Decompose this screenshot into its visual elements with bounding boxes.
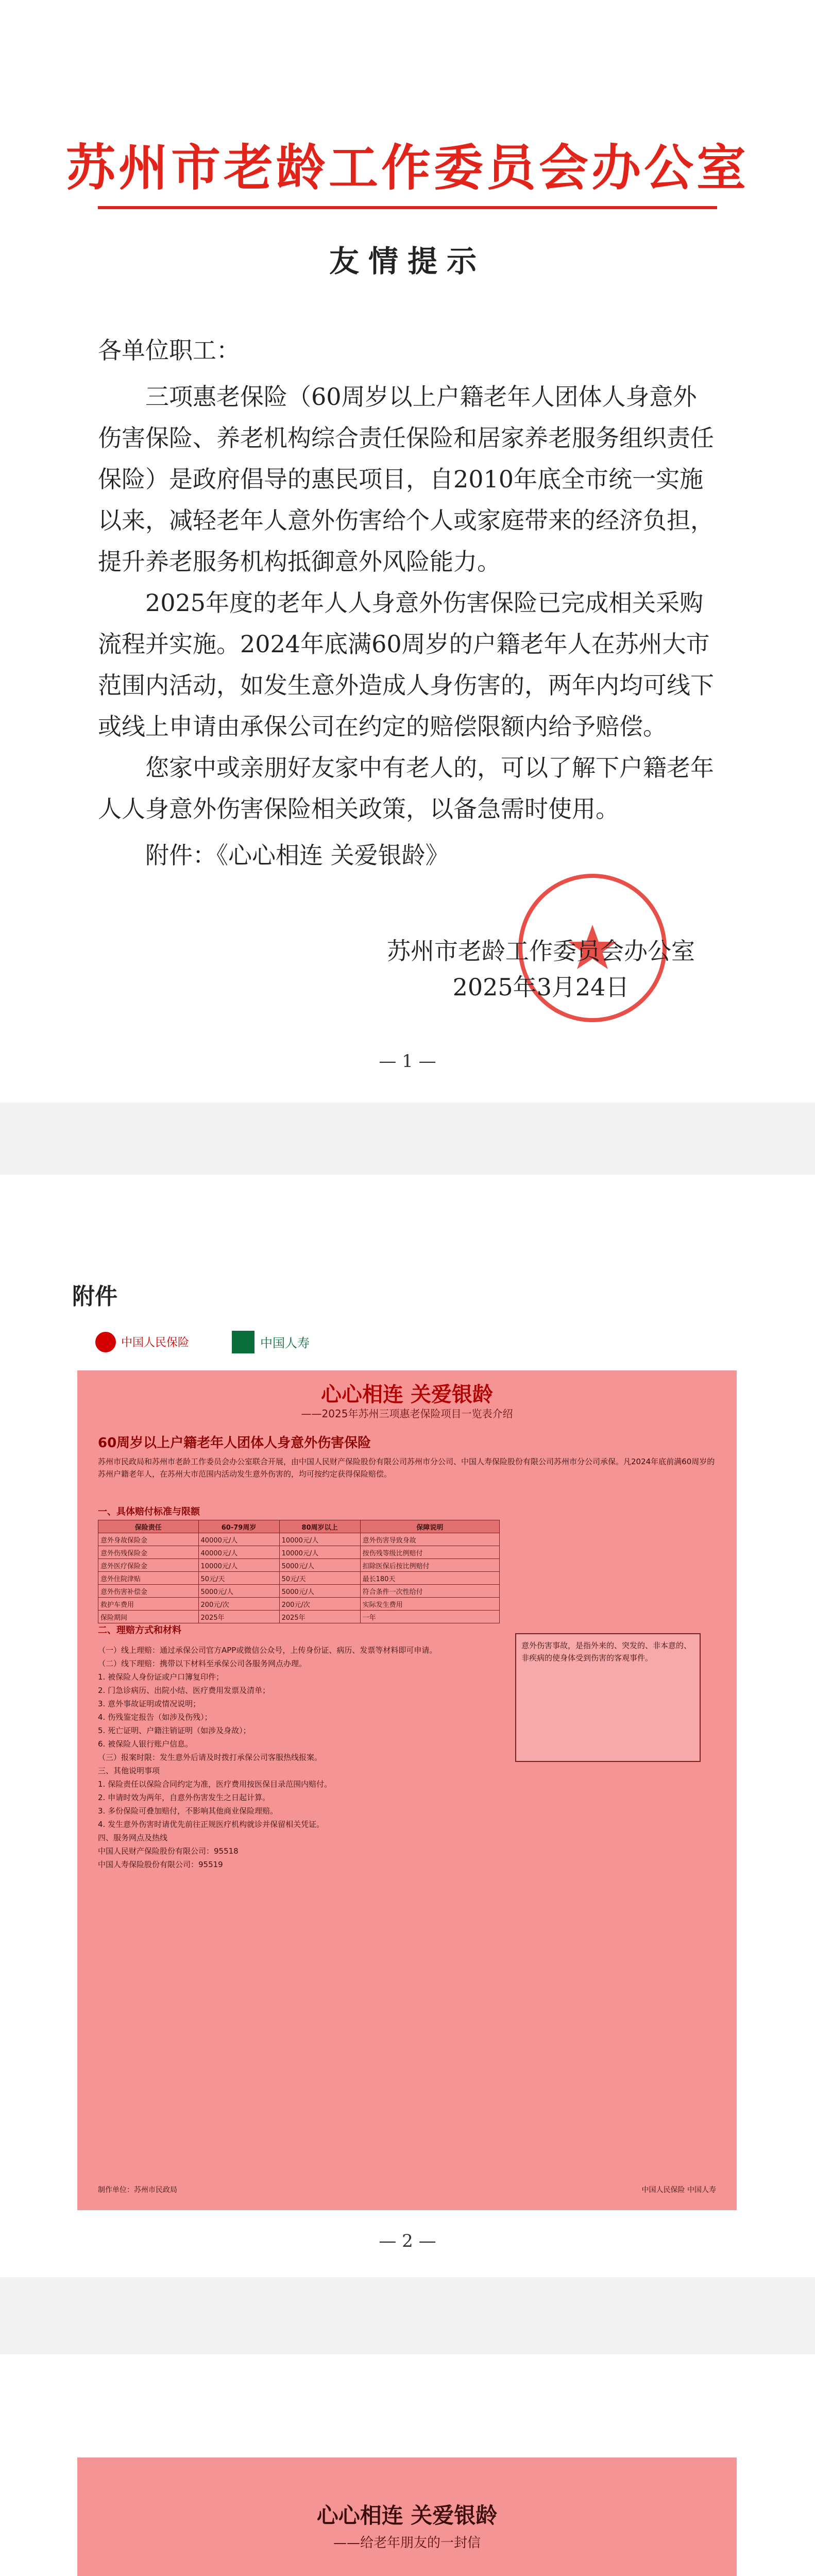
table-row: [98, 1598, 500, 1611]
table-cell: 意外医疗保险金: [98, 1559, 199, 1572]
picc-logo-text: 中国人民保险: [121, 1336, 190, 1349]
claims-line: 2. 门急诊病历、出院小结、医疗费用发票及清单；: [98, 1686, 270, 1695]
table-cell: 10000元/人: [198, 1559, 279, 1572]
claims-line: （三）报案时限：发生意外后请及时拨打承保公司客服热线报案。: [98, 1753, 322, 1762]
paragraph-3: 您家中或亲朋好友家中有老人的，可以了解下户籍老年人人身意外伤害保险相关政策，以备急需时使用。: [98, 754, 714, 823]
attachment-note: 附件：《心心相连 关爱银龄》: [145, 841, 449, 869]
page-number: — 1 —: [379, 1051, 436, 1072]
claims-line: 5. 死亡证明、户籍注销证明（如涉及身故）；: [98, 1726, 251, 1735]
definition-box: 意外伤害事故，是指外来的、突发的、非本意的、非疾病的使身体受到伤害的客观事件。: [515, 1633, 701, 1762]
china-life-logo-text: 中国人寿: [260, 1336, 310, 1350]
table-row: [98, 1572, 500, 1585]
table-cell: 救护车费用: [98, 1598, 199, 1611]
table-cell: 2025年: [198, 1611, 279, 1623]
table-cell: 40000元/人: [198, 1533, 279, 1546]
insurance-flyer: [77, 1314, 737, 2210]
table-cell: 10000元/人: [279, 1533, 360, 1546]
page-number: — 2 —: [379, 2231, 436, 2251]
table-cell: 扣除医保后按比例赔付: [360, 1559, 499, 1572]
table-cell: 5000元/人: [279, 1559, 360, 1572]
coverage-heading: 一、具体赔付标准与限额: [98, 1506, 200, 1517]
coverage-table: [98, 1520, 500, 1623]
signature-date: 2025年3月24日: [452, 973, 630, 1001]
flyer-intro: 苏州市民政局和苏州市老龄工作委员会办公室联合开展，由中国人民财产保险股份有限公司苏州市分公司、中国人寿保险股份有限公司苏州市分公司承保。凡2024年底前满60周岁的苏州户籍老年人，在苏州大市范围内活动发生意外伤害的，均可按约定获得保险赔偿。: [98, 1457, 715, 1479]
table-header: 保险责任: [98, 1520, 199, 1533]
table-cell: 意外身故保险金: [98, 1533, 199, 1546]
page-3: [0, 2354, 815, 2576]
footer-right: 中国人民保险 中国人寿: [641, 2186, 716, 2194]
table-cell: 50元/天: [198, 1572, 279, 1585]
china-life-logo: [232, 1327, 386, 1358]
table-cell: 最长180天: [360, 1572, 499, 1585]
claims-line: 6. 被保险人银行账户信息。: [98, 1739, 193, 1749]
flyer-section-title: 60周岁以上户籍老年人团体人身意外伤害保险: [98, 1435, 371, 1451]
flyer-footer: [98, 2184, 716, 2195]
claims-line: 1. 保险责任以保险合同约定为准，医疗费用按医保目录范围内赔付。: [98, 1780, 332, 1789]
claims-line: 三、其他说明事项: [98, 1766, 160, 1775]
table-cell: 5000元/人: [198, 1585, 279, 1598]
letter-subtitle: ——给老年朋友的一封信: [333, 2535, 481, 2551]
flyer-subtitle: ——2025年苏州三项惠老保险项目一览表介绍: [301, 1408, 513, 1420]
letter-title: 心心相连 关爱银龄: [316, 2503, 498, 2528]
claims-line: 中国人寿保险股份有限公司：95519: [98, 1860, 223, 1869]
flyer-logo-bar: [77, 1314, 737, 1370]
table-cell: 按伤残等级比例赔付: [360, 1546, 499, 1559]
claims-list: [98, 1643, 500, 1871]
paragraph-2: 2025年度的老年人人身意外伤害保险已完成相关采购流程并实施。2024年底满60周岁的户籍老年人在苏州大市范围内活动，如发生意外造成人身伤害的，两年内均可线下或线上申请由承保公司在约定的赔偿限额内给予赔偿。: [98, 589, 714, 740]
table-header: 60-79周岁: [198, 1520, 279, 1533]
table-cell: 意外伤害导致身故: [360, 1533, 499, 1546]
table-row: [98, 1559, 500, 1572]
document-title: 友情提示: [329, 244, 486, 279]
attachment-label: 附件: [72, 1283, 117, 1310]
table-cell: 40000元/人: [198, 1546, 279, 1559]
table-cell: 意外伤害补偿金: [98, 1585, 199, 1598]
table-cell: 意外伤残保险金: [98, 1546, 199, 1559]
letter-flyer: [77, 2458, 737, 2576]
table-cell: 10000元/人: [279, 1546, 360, 1559]
salutation: 各单位职工：: [98, 336, 240, 364]
table-header: 保障说明: [360, 1520, 499, 1533]
table-cell: 200元/次: [279, 1598, 360, 1611]
claims-line: 3. 多份保险可叠加赔付，不影响其他商业保险理赔。: [98, 1806, 278, 1816]
claims-line: 4. 发生意外伤害时请优先前往正规医疗机构就诊并保留相关凭证。: [98, 1820, 325, 1829]
flyer-title: 心心相连 关爱银龄: [321, 1383, 493, 1406]
claims-line: （一）线上理赔：通过承保公司官方APP或微信公众号，上传身份证、病历、发票等材料即可申请。: [98, 1646, 437, 1655]
claims-heading: 二、理赔方式和材料: [98, 1625, 181, 1636]
paragraph-1: 三项惠老保险（60周岁以上户籍老年人团体人身意外伤害保险、养老机构综合责任保险和居家养老服务组织责任保险）是政府倡导的惠民项目，自2010年底全市统一实施以来，减轻老年人意外伤害给个人或家庭带来的经济负担，提升养老服务机构抵御意外风险能力。: [98, 383, 714, 575]
claims-line: 四、服务网点及热线: [98, 1833, 168, 1842]
table-cell: 实际发生费用: [360, 1598, 499, 1611]
claims-line: 1. 被保险人身份证或户口簿复印件；: [98, 1672, 224, 1682]
table-cell: 2025年: [279, 1611, 360, 1623]
claims-line: 4. 伤残鉴定报告（如涉及伤残）；: [98, 1713, 212, 1722]
table-row: [98, 1533, 500, 1546]
picc-logo: [93, 1329, 216, 1355]
page-1: [0, 0, 815, 1103]
page-2: [0, 1175, 815, 2277]
table-cell: 一年: [360, 1611, 499, 1623]
claims-line: 中国人民财产保险股份有限公司：95518: [98, 1846, 239, 1856]
signature-organization: 苏州市老龄工作委员会办公室: [387, 937, 695, 965]
table-cell: 50元/天: [279, 1572, 360, 1585]
table-cell: 保险期间: [98, 1611, 199, 1623]
claims-line: 2. 申请时效为两年，自意外伤害发生之日起计算。: [98, 1793, 270, 1802]
document-header: 苏州市老龄工作委员会办公室: [66, 139, 749, 197]
claims-line: 3. 意外事故证明或情况说明；: [98, 1699, 201, 1708]
table-row: [98, 1611, 500, 1623]
table-cell: 200元/次: [198, 1598, 279, 1611]
footer-left: 制作单位：苏州市民政局: [98, 2186, 177, 2194]
table-cell: 意外住院津贴: [98, 1572, 199, 1585]
table-cell: 5000元/人: [279, 1585, 360, 1598]
header-divider: [98, 206, 717, 209]
table-cell: 符合条件一次性给付: [360, 1585, 499, 1598]
claims-line: （二）线下理赔：携带以下材料至承保公司各服务网点办理。: [98, 1659, 307, 1668]
table-header: 80周岁以上: [279, 1520, 360, 1533]
table-row: [98, 1585, 500, 1598]
table-row: [98, 1546, 500, 1559]
